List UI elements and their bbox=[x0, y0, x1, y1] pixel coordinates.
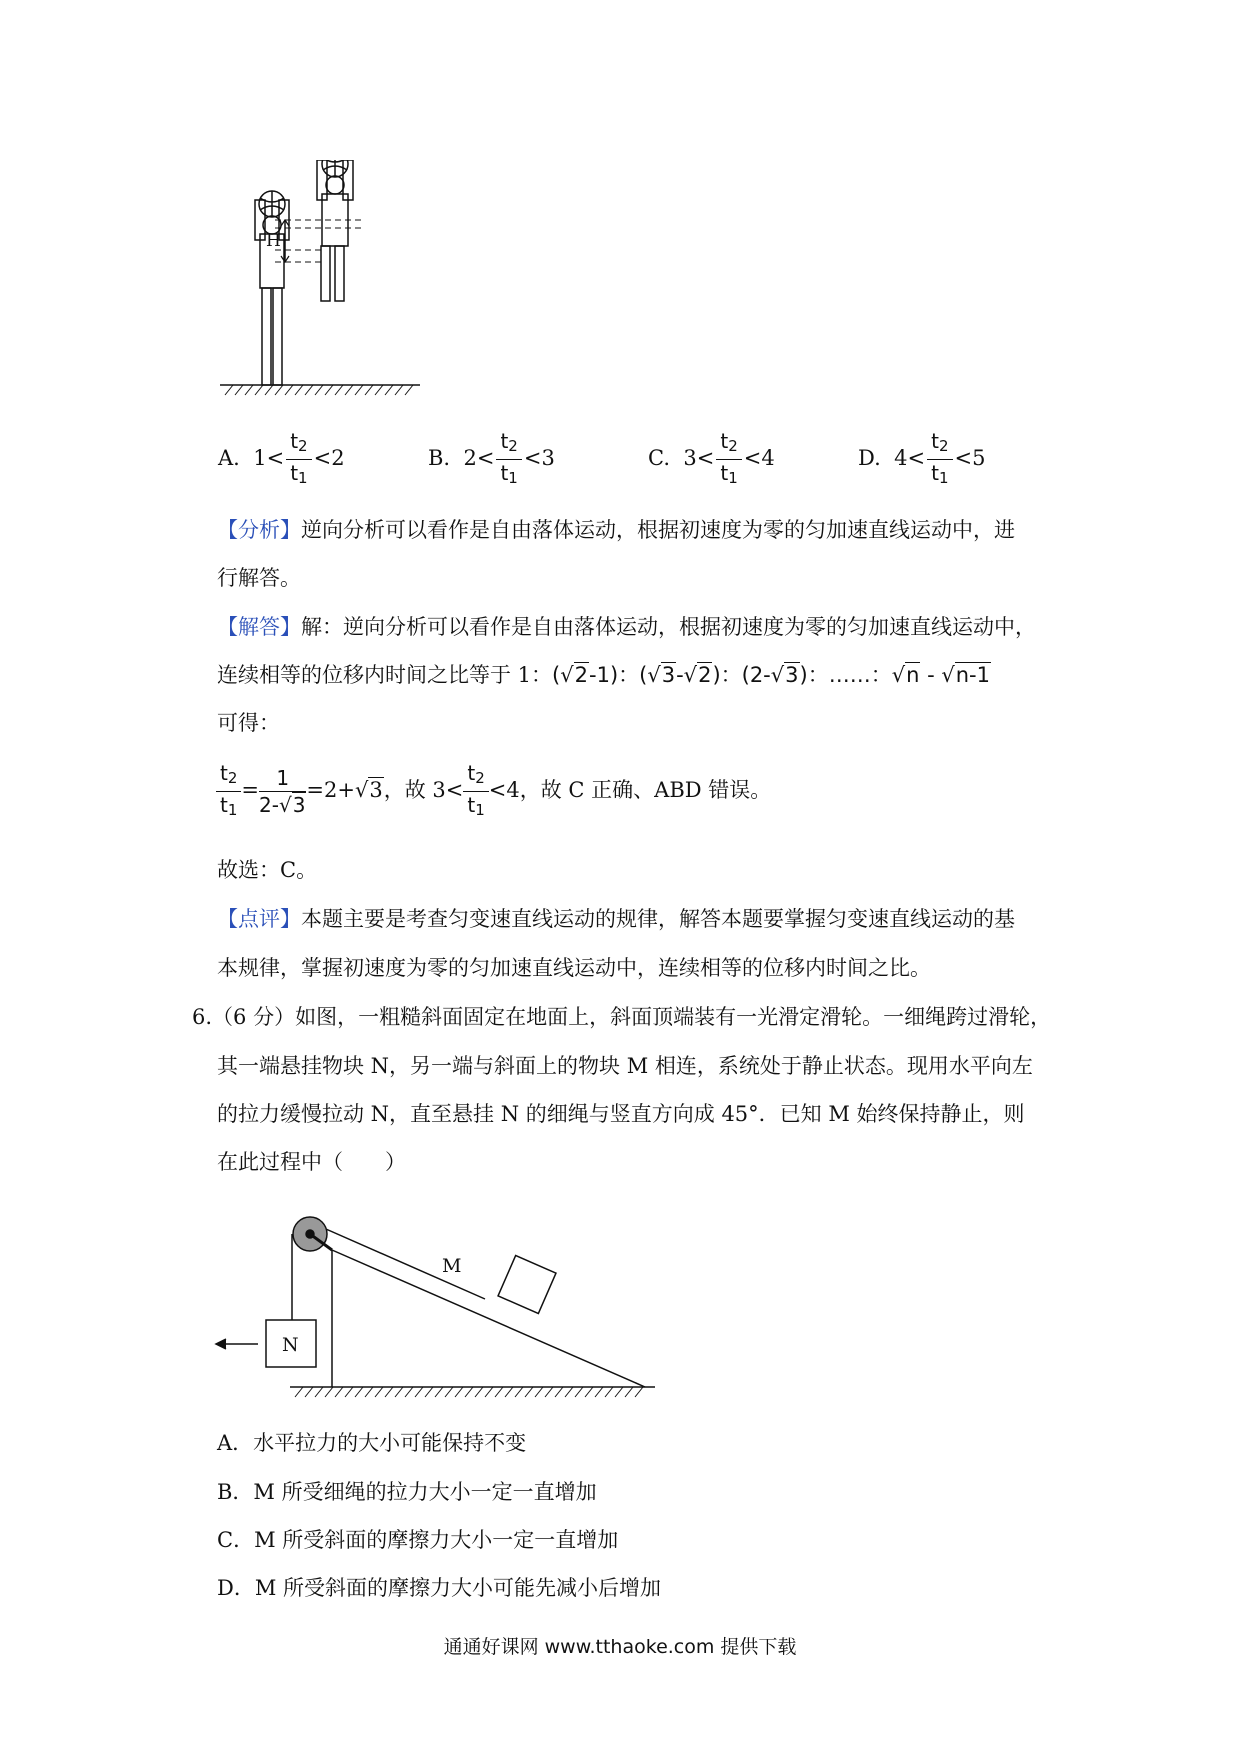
q6-line-3: 的拉力缓慢拉动 N，直至悬挂 N 的细绳与竖直方向成 45°．已知 M 始终保持静止，则 bbox=[217, 1102, 1025, 1126]
q6-option-d: D．M 所受斜面的摩擦力大小可能先减小后增加 bbox=[217, 1576, 662, 1600]
q6-option-a: A．水平拉力的大小可能保持不变 bbox=[217, 1431, 527, 1455]
comment-tag: 【点评】 bbox=[217, 907, 301, 931]
q5-option-b: B. 2< $\frac{t_2}{t_1}$ <3 bbox=[428, 429, 555, 487]
figure-jump-players bbox=[215, 160, 425, 400]
answer-choice: 故选：C。 bbox=[217, 858, 318, 882]
analysis-line-2: 行解答。 bbox=[217, 566, 301, 590]
block-m-label: M bbox=[442, 1255, 462, 1277]
answer-ratio-line: 连续相等的位移内时间之比等于 1：(√2-1)：(√3-√2)：(2-√3)：……：√n - √n-1 bbox=[217, 663, 990, 687]
answer-equation: $\frac{t_2}{t_1}$ = $\frac{1}{2-√3}$ =2+√3，故 3< $\frac{t_2}{t_1}$ <4，故 C 正确、ABD 错误。 bbox=[216, 762, 771, 821]
q5-option-d: D. 4< $\frac{t_2}{t_1}$ <5 bbox=[858, 429, 986, 487]
q6-line-4: 在此过程中（ ） bbox=[217, 1150, 406, 1174]
answer-line-1: 【解答】解：逆向分析可以看作是自由落体运动，根据初速度为零的匀加速直线运动中， bbox=[217, 615, 1036, 639]
answer-tag: 【解答】 bbox=[217, 615, 301, 639]
q5-option-c: C. 3< $\frac{t_2}{t_1}$ <4 bbox=[648, 429, 775, 487]
q6-line-2: 其一端悬挂物块 N，另一端与斜面上的物块 M 相连，系统处于静止状态。现用水平向左 bbox=[217, 1054, 1033, 1078]
comment-line-1: 【点评】本题主要是考查匀变速直线运动的规律，解答本题要掌握匀变速直线运动的基 bbox=[217, 907, 1015, 931]
height-label: H bbox=[266, 231, 281, 251]
analysis-line-1: 【分析】逆向分析可以看作是自由落体运动，根据初速度为零的匀加速直线运动中，进 bbox=[217, 518, 1015, 542]
block-n-label: N bbox=[282, 1334, 299, 1356]
figure-incline-pulley bbox=[210, 1200, 670, 1410]
analysis-tag: 【分析】 bbox=[217, 518, 301, 542]
q6-option-c: C．M 所受斜面的摩擦力大小一定一直增加 bbox=[217, 1528, 619, 1552]
q5-option-a: A. 1< $\frac{t_2}{t_1}$ <2 bbox=[218, 429, 345, 487]
q6-line-1: 6.（6 分）如图，一粗糙斜面固定在地面上，斜面顶端装有一光滑定滑轮。一细绳跨过滑轮， bbox=[192, 1005, 1052, 1029]
answer-line-3: 可得： bbox=[217, 711, 280, 735]
comment-line-2: 本规律，掌握初速度为零的匀加速直线运动中，连续相等的位移内时间之比。 bbox=[217, 956, 931, 980]
page-footer: 通通好课网 www.tthaoke.com 提供下载 bbox=[443, 1636, 797, 1658]
q6-option-b: B．M 所受细绳的拉力大小一定一直增加 bbox=[217, 1480, 597, 1504]
